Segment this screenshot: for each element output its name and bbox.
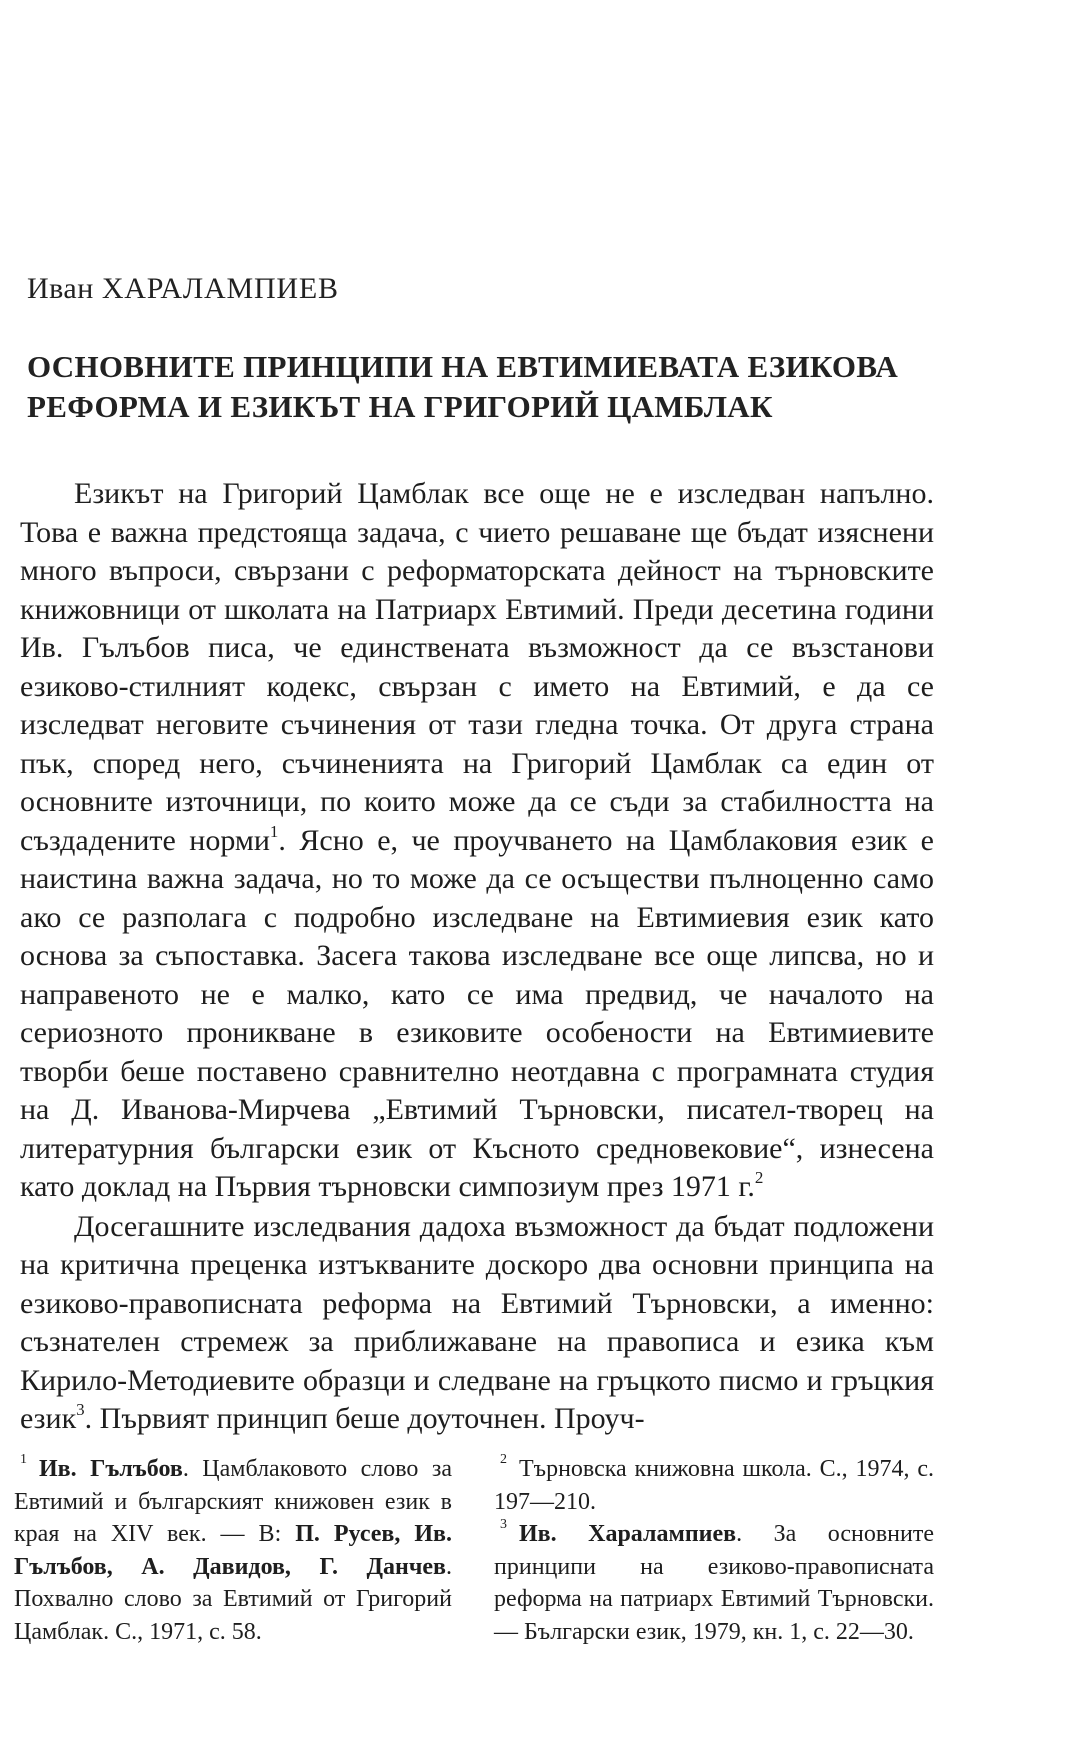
- footnote-3: [494, 1518, 934, 1648]
- footnote-1-author: Ив. Гълъбов: [39, 1456, 183, 1482]
- author-given-name: Иван: [27, 272, 94, 305]
- title-line-2: РЕФОРМА И ЕЗИКЪТ НА ГРИГОРИЙ ЦАМБЛАК: [27, 389, 773, 424]
- article-body: [20, 475, 934, 1439]
- paragraph-1-part-b: . Ясно е, че проучването на Цамблаковия език е наистина важна задача, но то може да се осъществи пълноценно само ако се разполага с подробно изследване на Евтимиевия език като основа за съпоставка. Засега такова изследване все още липсва, но и направеното не е малко, като се има предвид, че началото на сериозното проникване в езиковите особености на Евтимиевите творби беше поставено сравнително неотдавна с програмната студия на Д. Иванова-Мирчева „Евтимий Търновски, писател-творец на литературния български език от Късното средновековие“, изнесена като доклад на Първия търновски симпозиум през 1971 г.: [20, 823, 934, 1203]
- footnote-ref-2: 2: [754, 1168, 764, 1187]
- footnote-1-editors: П. Русев, Ив. Гълъбов, А. Давидов, Г. Данчев: [14, 1521, 453, 1580]
- author-surname: ХАРАЛАМПИЕВ: [101, 272, 339, 305]
- footnote-ref-1: 1: [269, 821, 279, 841]
- footnote-1: [14, 1453, 452, 1648]
- footnote-1-text-a: . Цамблаковото слово за Евтимий и българският книжовен език в края на XIV век. — В:: [14, 1456, 452, 1547]
- footnotes-right-column: [494, 1453, 934, 1648]
- footnotes-left-column: [14, 1453, 452, 1648]
- footnote-3-author: Ив. Харалампиев: [519, 1521, 737, 1547]
- footnote-2: [494, 1453, 934, 1518]
- footnote-3-number: 3: [500, 1517, 507, 1532]
- paragraph-2-part-a: Досегашните изследвания дадоха възможност да бъдат подложени на критична преценка изтъкваните доскоро два основни принципа на езиково-правописната реформа на Евтимий Търновски, а именно: съзнателен стремеж за приближаване на правописа и езика към Кирило-Методиевите образци и следване на гръцкото писмо и гръцкия език: [20, 1209, 934, 1435]
- paragraph-1: [20, 475, 934, 1207]
- footnote-ref-3: 3: [76, 1400, 85, 1419]
- paragraph-1-part-a: Езикът на Григорий Цамблак все още не е изследван напълно. Това е важна предстояща задача, с чието решаване ще бъдат изяснени много въпроси, свързани с реформаторската дейност на търновските книжовници от школата на Патриарх Евтимий. Преди десетина години Ив. Гълъбов писа, че единствената възможност да се възстанови езиково-стилният кодекс, свързан с името на Евтимий, е да се изследват неговите съчинения от тази гледна точка. От друга страна пък, според него, съчиненията на Григорий Цамблак са един от основните източници, по които може да се съди за стабилността на създадените норми: [20, 477, 934, 857]
- footnote-1-number: 1: [20, 1452, 27, 1467]
- article-title: [27, 347, 967, 427]
- footnote-3-text: . За основните принципи на езиково-правописната реформа на патриарх Евтимий Търновски. — Български език, 1979, кн. 1, с. 22—30.: [494, 1521, 934, 1645]
- author-name: [27, 272, 339, 306]
- title-line-1: ОСНОВНИТЕ ПРИНЦИПИ НА ЕВТИМИЕВАТА ЕЗИКОВА: [27, 349, 899, 384]
- footnote-2-number: 2: [500, 1452, 507, 1467]
- footnote-1-text-b: . Похвално слово за Евтимий от Григорий Цамблак. С., 1971, с. 58.: [14, 1553, 452, 1645]
- paragraph-2: [20, 1208, 934, 1439]
- paragraph-2-part-b: . Първият принцип беше доуточнен. Проуч-: [84, 1402, 645, 1435]
- footnote-2-text: Търновска книжовна школа. С., 1974, с. 197—210.: [494, 1456, 934, 1515]
